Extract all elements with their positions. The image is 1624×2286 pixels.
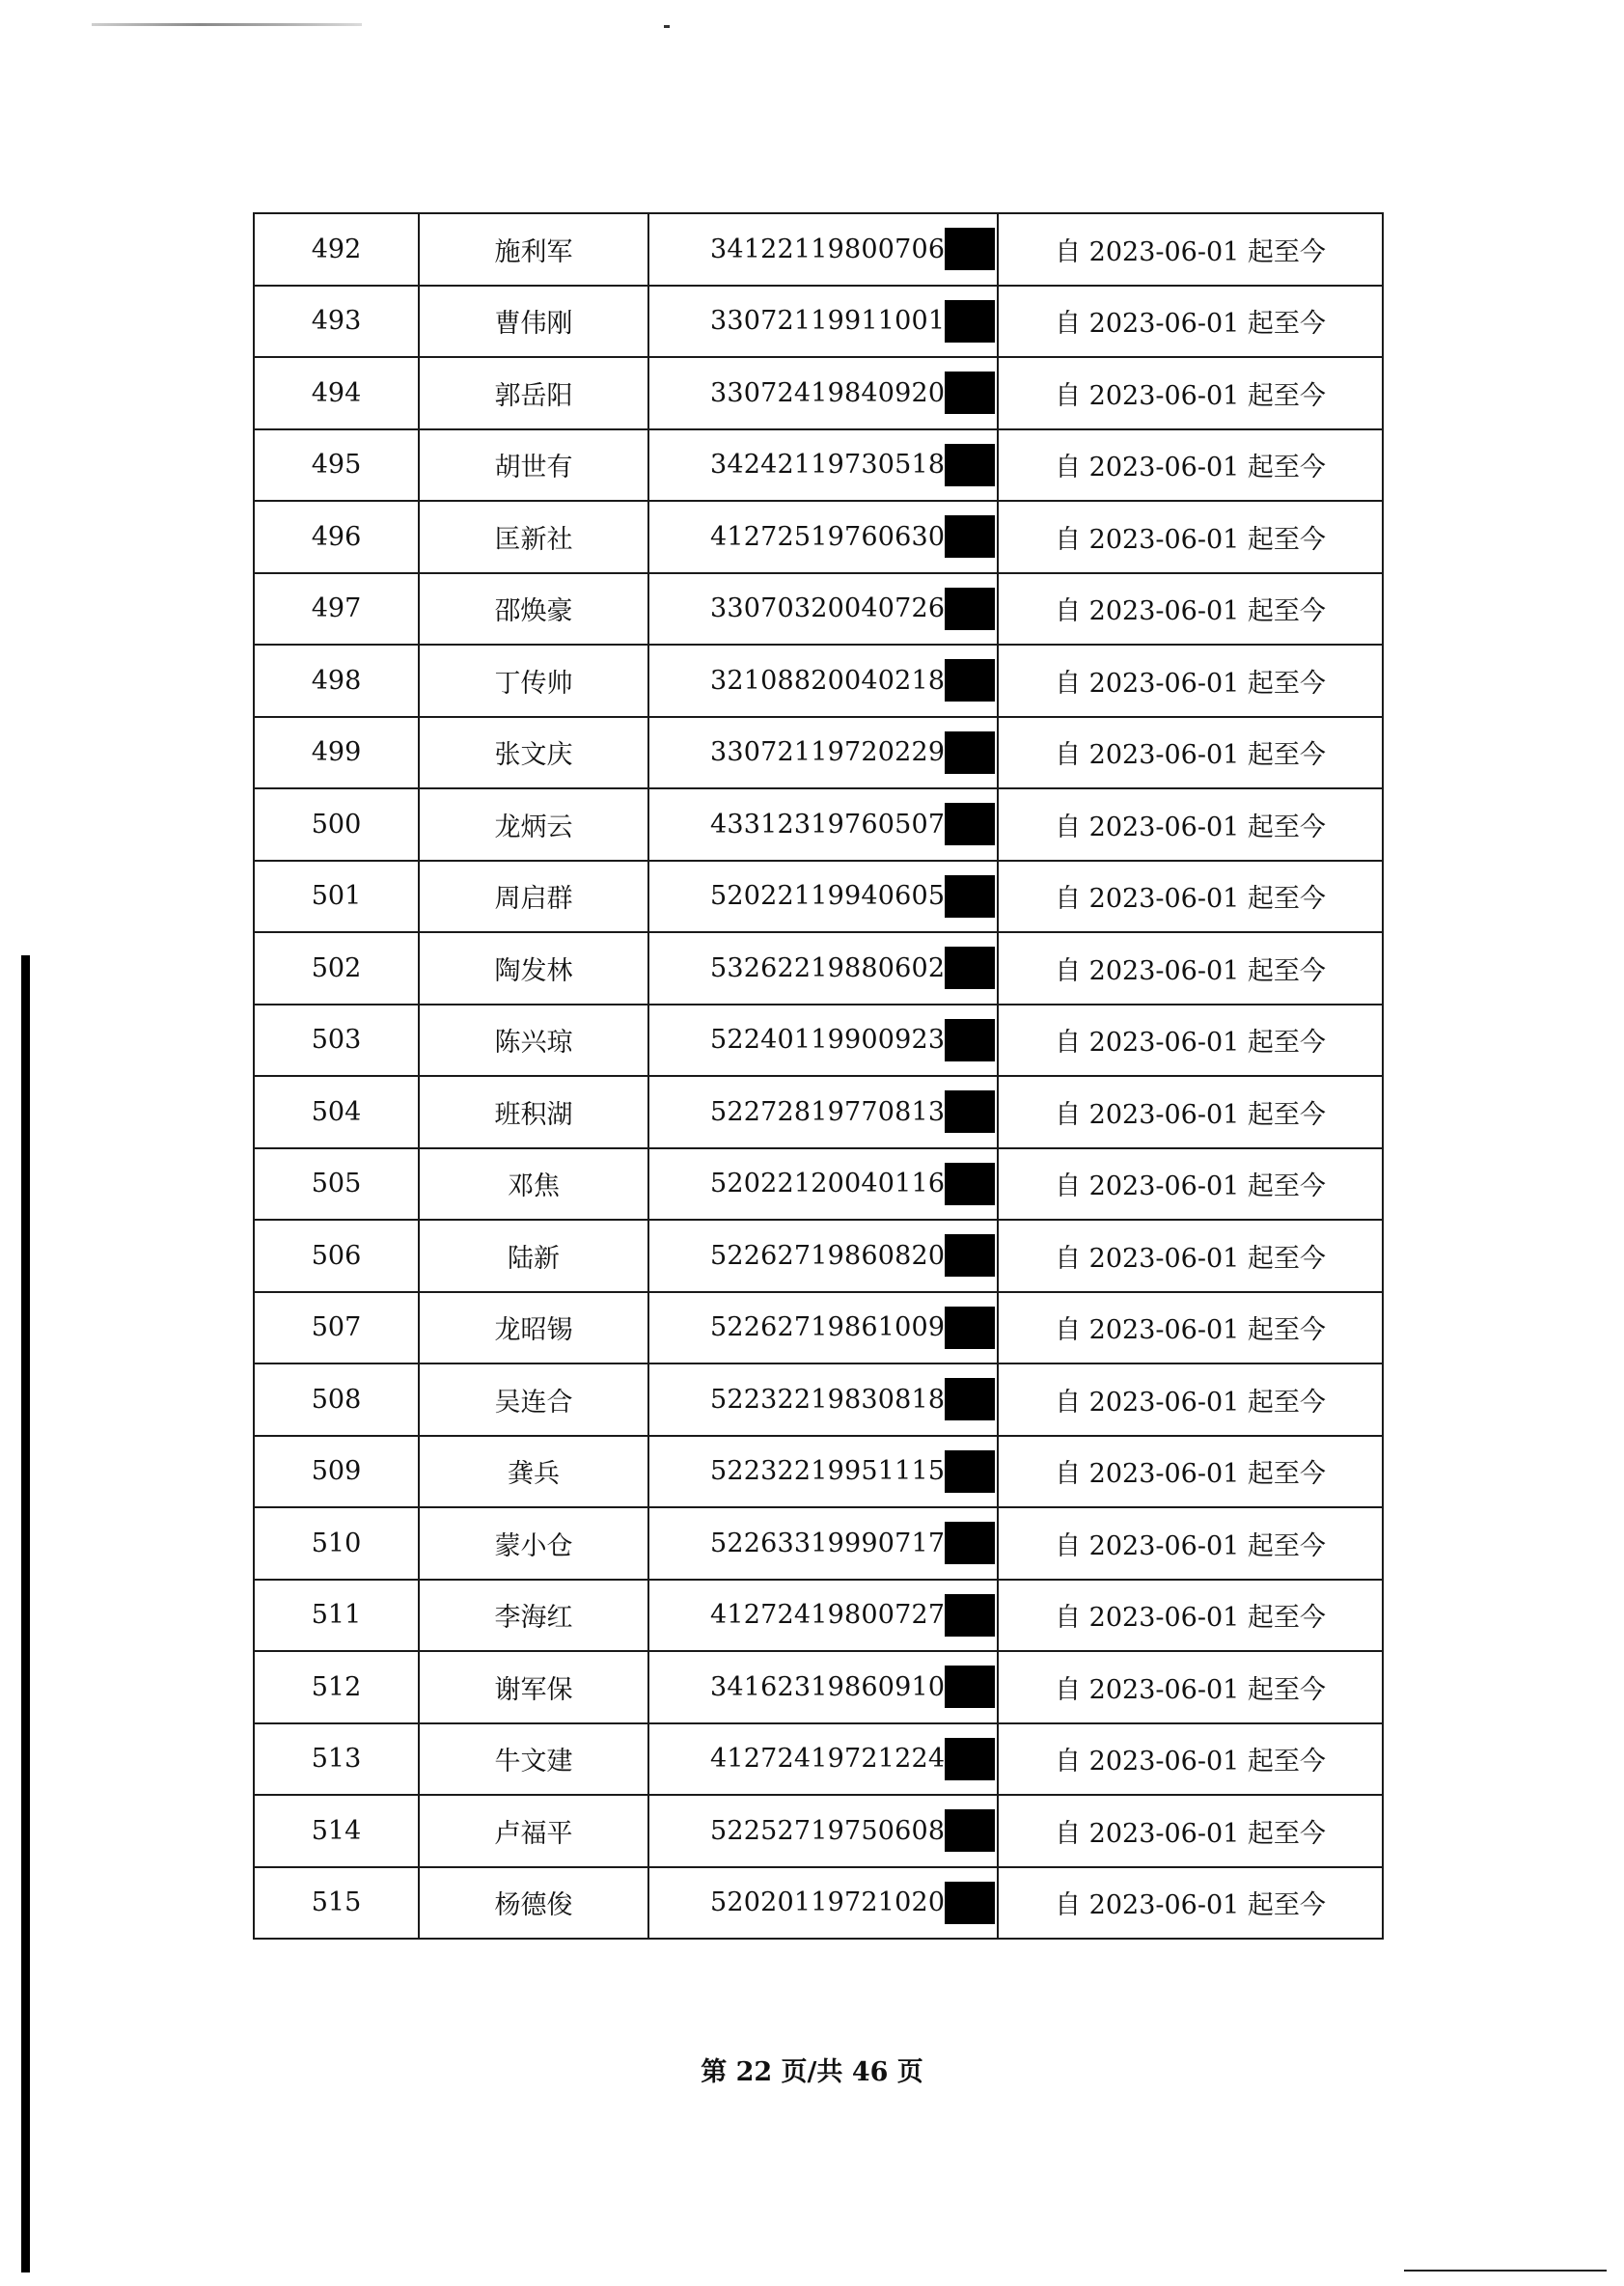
row-number: 510: [254, 1507, 419, 1580]
person-name: 张文庆: [419, 717, 648, 789]
row-number: 515: [254, 1867, 419, 1940]
person-name: 丁传帅: [419, 645, 648, 717]
person-name: 陆新: [419, 1220, 648, 1292]
id-number-cell: [648, 1363, 998, 1436]
personnel-table-body: [254, 213, 1383, 1939]
id-number-cell: [648, 1292, 998, 1364]
row-number: 493: [254, 286, 419, 358]
redaction-block: [945, 1738, 995, 1780]
coverage-period: 自 2023-06-01 起至今: [998, 1292, 1383, 1364]
person-name: 周启群: [419, 861, 648, 933]
row-number: 509: [254, 1436, 419, 1508]
id-number: 33072119911001: [710, 306, 946, 337]
scan-artifact-bottom-line: [1404, 2270, 1607, 2272]
id-number: 52262719861009: [710, 1312, 946, 1343]
person-name: 施利军: [419, 213, 648, 286]
id-number: 52020119721020: [710, 1887, 946, 1918]
id-number-cell: [648, 213, 998, 286]
redaction-block: [945, 1163, 995, 1205]
table-row: [254, 357, 1383, 429]
person-name: 蒙小仓: [419, 1507, 648, 1580]
person-name: 胡世有: [419, 429, 648, 502]
row-number: 512: [254, 1651, 419, 1723]
table-row: [254, 1723, 1383, 1796]
row-number: 505: [254, 1148, 419, 1221]
id-number-cell: [648, 1005, 998, 1077]
row-number: 506: [254, 1220, 419, 1292]
coverage-period: 自 2023-06-01 起至今: [998, 1148, 1383, 1221]
coverage-period: 自 2023-06-01 起至今: [998, 501, 1383, 573]
row-number: 494: [254, 357, 419, 429]
person-name: 龚兵: [419, 1436, 648, 1508]
id-number: 34242119730518: [710, 450, 946, 481]
id-number-cell: [648, 717, 998, 789]
redaction-block: [945, 515, 995, 558]
coverage-period: 自 2023-06-01 起至今: [998, 1651, 1383, 1723]
id-number: 33072419840920: [710, 377, 946, 408]
coverage-period: 自 2023-06-01 起至今: [998, 213, 1383, 286]
table-row: [254, 1507, 1383, 1580]
person-name: 邵焕豪: [419, 573, 648, 646]
coverage-period: 自 2023-06-01 起至今: [998, 788, 1383, 861]
table-row: [254, 1580, 1383, 1652]
coverage-period: 自 2023-06-01 起至今: [998, 717, 1383, 789]
row-number: 501: [254, 861, 419, 933]
coverage-period: 自 2023-06-01 起至今: [998, 1795, 1383, 1867]
row-number: 497: [254, 573, 419, 646]
coverage-period: 自 2023-06-01 起至今: [998, 1867, 1383, 1940]
redaction-block: [945, 947, 995, 989]
person-name: 匡新社: [419, 501, 648, 573]
coverage-period: 自 2023-06-01 起至今: [998, 1580, 1383, 1652]
table-row: [254, 1005, 1383, 1077]
coverage-period: 自 2023-06-01 起至今: [998, 1363, 1383, 1436]
redaction-block: [945, 1307, 995, 1349]
id-number-cell: [648, 1723, 998, 1796]
person-name: 牛文建: [419, 1723, 648, 1796]
coverage-period: 自 2023-06-01 起至今: [998, 1076, 1383, 1148]
redaction-block: [945, 1019, 995, 1061]
id-number: 33072119720229: [710, 737, 946, 768]
row-number: 496: [254, 501, 419, 573]
row-number: 514: [254, 1795, 419, 1867]
table-row: [254, 1867, 1383, 1940]
id-number-cell: [648, 1507, 998, 1580]
person-name: 陈兴琼: [419, 1005, 648, 1077]
person-name: 龙昭锡: [419, 1292, 648, 1364]
person-name: 龙炳云: [419, 788, 648, 861]
redaction-block: [945, 372, 995, 414]
redaction-block: [945, 1450, 995, 1493]
id-number: 41272419800727: [710, 1600, 946, 1631]
table-row: [254, 1292, 1383, 1364]
row-number: 492: [254, 213, 419, 286]
id-number: 52262719860820: [710, 1240, 946, 1271]
person-name: 郭岳阳: [419, 357, 648, 429]
id-number-cell: [648, 357, 998, 429]
table-row: [254, 861, 1383, 933]
redaction-block: [945, 1809, 995, 1852]
id-number-cell: [648, 1076, 998, 1148]
table-row: [254, 932, 1383, 1005]
scan-artifact-top: [92, 23, 362, 26]
coverage-period: 自 2023-06-01 起至今: [998, 573, 1383, 646]
table-row: [254, 501, 1383, 573]
id-number: 52232219951115: [710, 1456, 946, 1487]
table-row: [254, 286, 1383, 358]
table-row: [254, 1076, 1383, 1148]
table-row: [254, 1148, 1383, 1221]
table-row: [254, 1651, 1383, 1723]
id-number-cell: [648, 788, 998, 861]
redaction-block: [945, 1594, 995, 1637]
id-number-cell: [648, 861, 998, 933]
coverage-period: 自 2023-06-01 起至今: [998, 861, 1383, 933]
id-number: 52240119900923: [710, 1025, 946, 1056]
id-number-cell: [648, 1651, 998, 1723]
row-number: 499: [254, 717, 419, 789]
coverage-period: 自 2023-06-01 起至今: [998, 286, 1383, 358]
coverage-period: 自 2023-06-01 起至今: [998, 645, 1383, 717]
id-number-cell: [648, 1148, 998, 1221]
row-number: 504: [254, 1076, 419, 1148]
person-name: 卢福平: [419, 1795, 648, 1867]
redaction-block: [945, 300, 995, 343]
coverage-period: 自 2023-06-01 起至今: [998, 932, 1383, 1005]
redaction-block: [945, 1882, 995, 1924]
id-number: 52232219830818: [710, 1384, 946, 1415]
person-name: 陶发林: [419, 932, 648, 1005]
coverage-period: 自 2023-06-01 起至今: [998, 1436, 1383, 1508]
table-row: [254, 788, 1383, 861]
id-number: 52263319990717: [710, 1528, 946, 1558]
person-name: 曹伟刚: [419, 286, 648, 358]
id-number: 41272519760630: [710, 521, 946, 552]
redaction-block: [945, 803, 995, 845]
id-number: 52022120040116: [710, 1169, 946, 1199]
row-number: 513: [254, 1723, 419, 1796]
id-number-cell: [648, 429, 998, 502]
redaction-block: [945, 1378, 995, 1420]
redaction-block: [945, 659, 995, 702]
id-number: 34122119800706: [710, 234, 946, 264]
id-number: 41272419721224: [710, 1744, 946, 1775]
table-row: [254, 1795, 1383, 1867]
id-number: 52252719750608: [710, 1815, 946, 1846]
id-number-cell: [648, 932, 998, 1005]
table-row: [254, 717, 1383, 789]
id-number: 33070320040726: [710, 593, 946, 624]
redaction-block: [945, 1234, 995, 1277]
id-number-cell: [648, 1867, 998, 1940]
table-row: [254, 1220, 1383, 1292]
id-number-cell: [648, 501, 998, 573]
id-number: 43312319760507: [710, 809, 946, 840]
id-number-cell: [648, 1220, 998, 1292]
redaction-block: [945, 1522, 995, 1564]
coverage-period: 自 2023-06-01 起至今: [998, 1005, 1383, 1077]
person-name: 邓焦: [419, 1148, 648, 1221]
id-number-cell: [648, 573, 998, 646]
coverage-period: 自 2023-06-01 起至今: [998, 429, 1383, 502]
redaction-block: [945, 588, 995, 630]
id-number-cell: [648, 645, 998, 717]
redaction-block: [945, 444, 995, 486]
personnel-table: [253, 212, 1384, 1940]
row-number: 500: [254, 788, 419, 861]
id-number: 32108820040218: [710, 665, 946, 696]
id-number-cell: [648, 286, 998, 358]
id-number: 34162319860910: [710, 1671, 946, 1702]
id-number: 52022119940605: [710, 881, 946, 912]
page-number-footer: 第 22 页/共 46 页: [701, 2057, 923, 2087]
table-row: [254, 1363, 1383, 1436]
person-name: 李海红: [419, 1580, 648, 1652]
coverage-period: 自 2023-06-01 起至今: [998, 1220, 1383, 1292]
table-row: [254, 213, 1383, 286]
row-number: 495: [254, 429, 419, 502]
redaction-block: [945, 1666, 995, 1708]
person-name: 杨德俊: [419, 1867, 648, 1940]
id-number: 53262219880602: [710, 952, 946, 983]
row-number: 507: [254, 1292, 419, 1364]
table-row: [254, 429, 1383, 502]
redaction-block: [945, 875, 995, 918]
person-name: 谢军保: [419, 1651, 648, 1723]
redaction-block: [945, 228, 995, 270]
id-number-cell: [648, 1795, 998, 1867]
row-number: 503: [254, 1005, 419, 1077]
row-number: 511: [254, 1580, 419, 1652]
table-row: [254, 645, 1383, 717]
person-name: 吴连合: [419, 1363, 648, 1436]
table-row: [254, 573, 1383, 646]
row-number: 508: [254, 1363, 419, 1436]
id-number: 52272819770813: [710, 1096, 946, 1127]
row-number: 498: [254, 645, 419, 717]
coverage-period: 自 2023-06-01 起至今: [998, 357, 1383, 429]
redaction-block: [945, 731, 995, 774]
coverage-period: 自 2023-06-01 起至今: [998, 1507, 1383, 1580]
person-name: 班积湖: [419, 1076, 648, 1148]
table-row: [254, 1436, 1383, 1508]
row-number: 502: [254, 932, 419, 1005]
scan-artifact-dot: [664, 25, 670, 28]
redaction-block: [945, 1090, 995, 1133]
id-number-cell: [648, 1580, 998, 1652]
id-number-cell: [648, 1436, 998, 1508]
coverage-period: 自 2023-06-01 起至今: [998, 1723, 1383, 1796]
